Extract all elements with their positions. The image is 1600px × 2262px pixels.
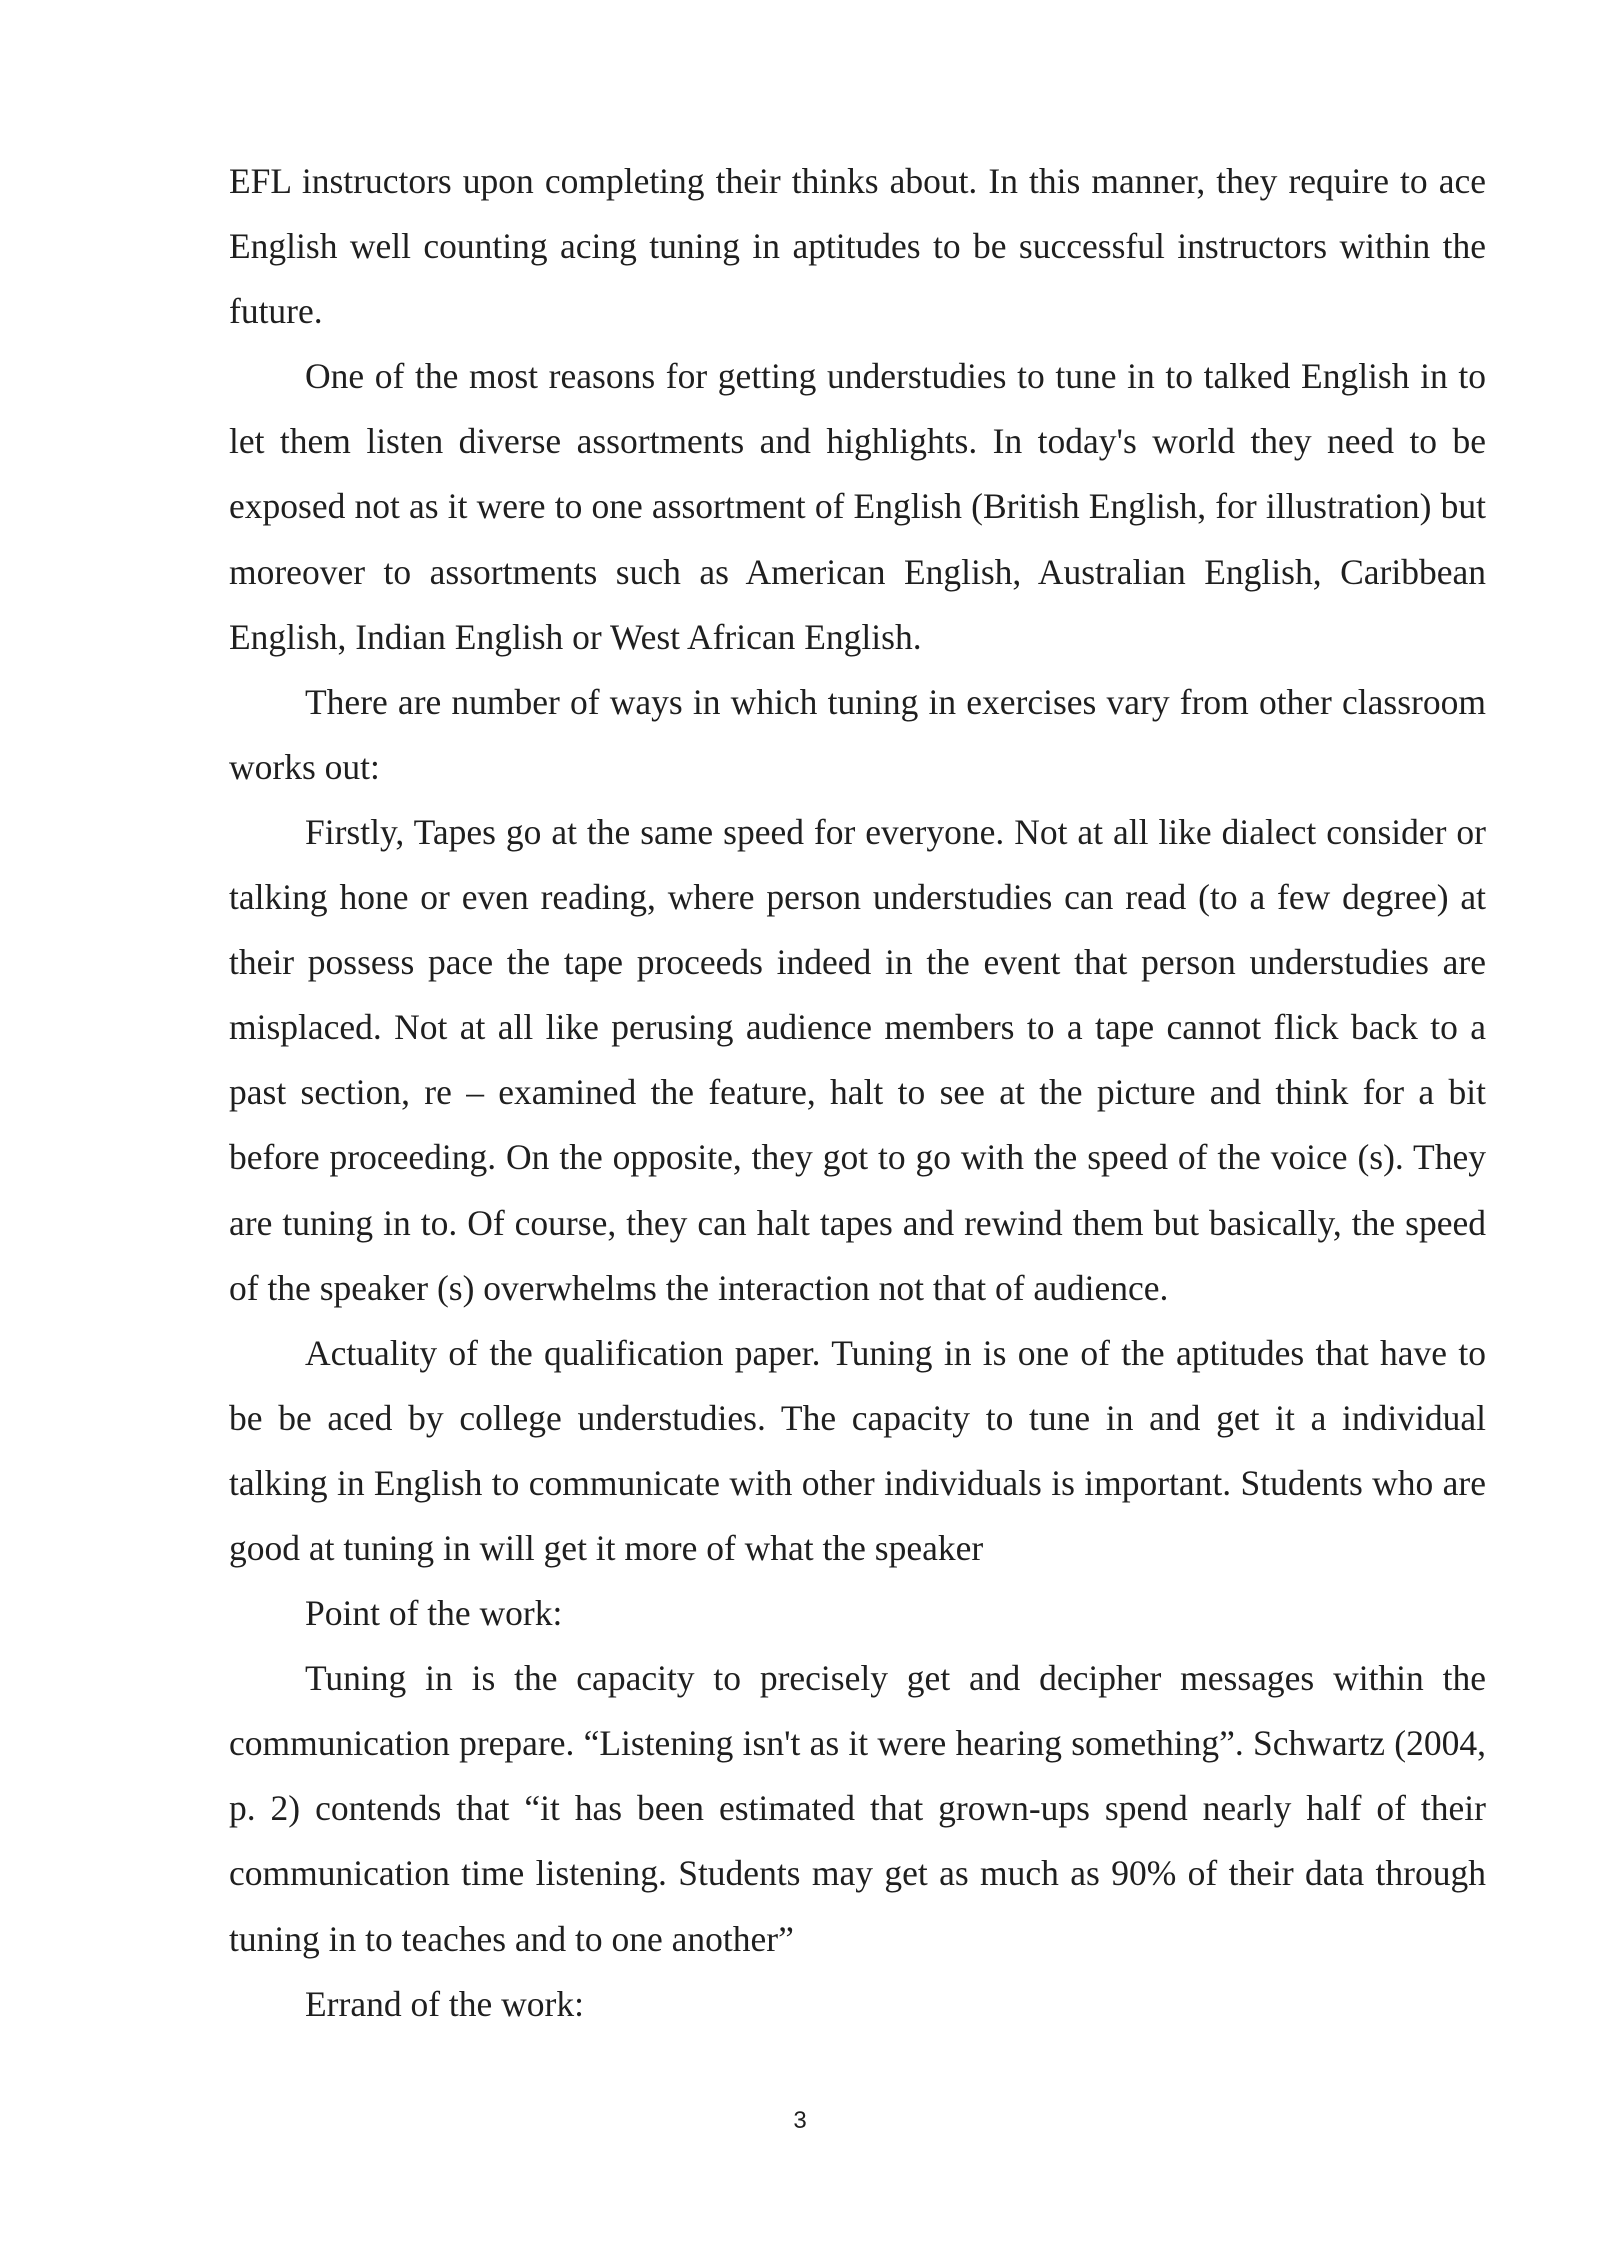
page-number: 3 bbox=[793, 2107, 807, 2134]
paragraph-continuation: EFL instructors upon completing their thinks about. In this manner, they require to ace English well counting acing tuning in aptitudes to be successful instructors within the future. bbox=[229, 161, 1486, 332]
heading-point-of-work: Point of the work: bbox=[305, 1593, 563, 1634]
paragraph-tape-speed: Firstly, Tapes go at the same speed for everyone. Not at all like dialect consider or talking hone or even reading, where person understudies can read (to a few degree) at their possess pace the tape proceeds indeed in the event that person understudies are misplaced. Not at all like perusing audience members to a tape cannot flick back to a past section, re – examined the feature, halt to see at the picture and think for a bit before proceeding. On the opposite, they got to go with the speed of the voice (s). They are tuning in to. Of course, they can halt tapes and rewind them but basically, the speed of the speaker (s) overwhelms the interaction not that of audience. bbox=[229, 811, 1486, 1308]
heading-errand-of-work: Errand of the work: bbox=[305, 1983, 584, 2024]
body-text bbox=[229, 149, 1486, 2037]
paragraph-english-varieties: One of the most reasons for getting understudies to tune in to talked English in to let them listen diverse assortments and highlights. In today's world they need to be exposed not as it were to one assortment of English (British English, for illustration) but moreover to assortments such as American English, Australian English, Caribbean English, Indian English or West African English. bbox=[229, 356, 1486, 657]
paragraph-listening-definition: Tuning in is the capacity to precisely get and decipher messages within the communication prepare. “Listening isn't as it were hearing something”. Schwartz (2004, p. 2) contends that “it has been estimated that grown-ups spend nearly half of their communication time listening. Students may get as much as 90% of their data through tuning in to teaches and to one another” bbox=[229, 1658, 1486, 1959]
paragraph-listening-differences: There are number of ways in which tuning in exercises vary from other classroom works out: bbox=[229, 681, 1486, 787]
paragraph-actuality: Actuality of the qualification paper. Tuning in is one of the aptitudes that have to be be aced by college understudies. The capacity to tune in and get it a individual talking in English to communicate with other individuals is important. Students who are good at tuning in will get it more of what the speaker bbox=[229, 1332, 1486, 1568]
